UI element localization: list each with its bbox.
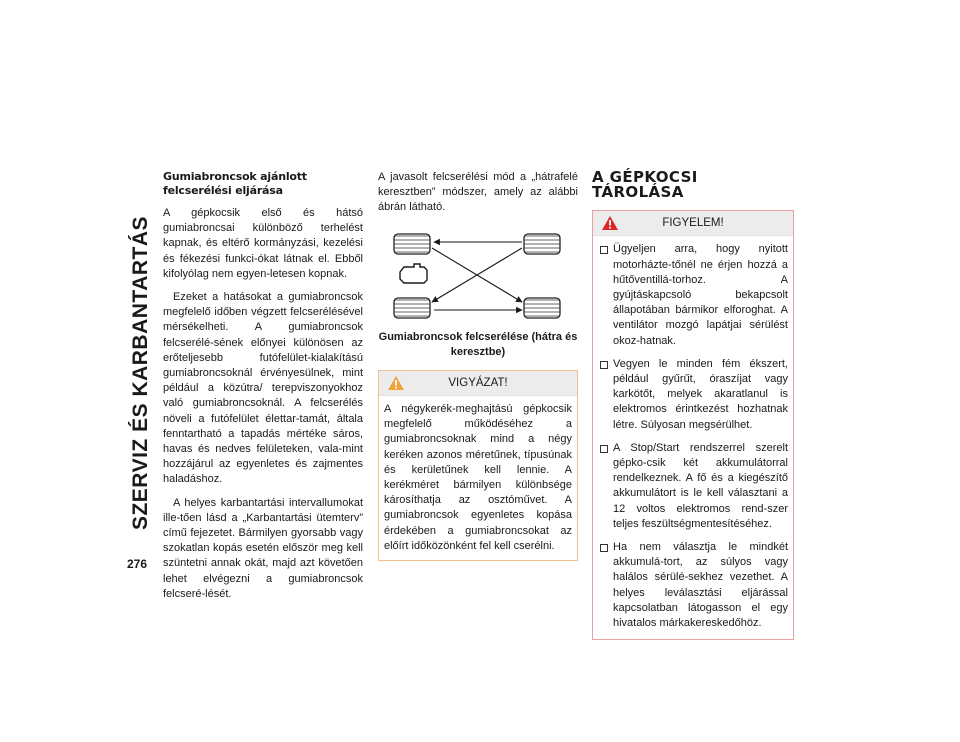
list-item: A Stop/Start rendszerrel szerelt gépko-csik két akkumulátorral rendelkeznek. A fő és a kiegészítő akkumulátort is le kell választani a 12 voltos elektromos rend-szer teljes feszültségmentesítéséhez.: [598, 441, 788, 532]
column-right: [592, 170, 794, 640]
tire-rear-right-icon: [524, 298, 560, 318]
warning-header: [593, 211, 793, 236]
caution-box: [378, 370, 578, 561]
caution-header: [379, 371, 577, 396]
warning-title: FIGYELEM!: [662, 217, 724, 230]
square-bullet-icon: [600, 246, 608, 254]
caution-title: VIGYÁZAT!: [448, 377, 508, 390]
section-heading-storage: A GÉPKOCSI TÁROLÁSA: [592, 168, 698, 202]
caution-text: A négykerék-meghajtású gépkocsik megfelelő működéséhez a gumiabroncsoknak mind a négy keréken azonos méretűnek, típusúnak és kerületűnek kell lennie. A kerékméret bármilyen különbsége károsíthatja az osztóművet. A gumiabroncsok egyenletes kopása érdekében a gumiabroncsokat az előírt időközönként fel kell cserélni.: [384, 403, 572, 552]
square-bullet-icon: [600, 445, 608, 453]
tire-rotation-diagram: [378, 226, 578, 326]
square-bullet-icon: [600, 544, 608, 552]
section-heading-rotation: Gumiabroncsok ajánlott felcserélési eljárása: [163, 170, 307, 197]
paragraph: A gépkocsik első és hátsó gumiabroncsai különböző terhelést kapnak, és eltérő kormányzási, kezelési és fékezési funkci-ókat látnak el. Ebből kifolyólag nem egyen-letesen kopnak.: [163, 207, 363, 280]
warning-box: [592, 210, 794, 640]
chapter-side-title: [124, 160, 158, 585]
list-item: Ha nem választja le mindkét akkumulá-tort, az súlyos vagy halálos sérülé-sekhez vezethet. A helyes leválasztási eljárással kapcsolatban látogasson el egy hivatalos márkakereskedőhöz.: [598, 540, 788, 631]
chapter-title-text: SZERVIZ ÉS KARBANTARTÁS: [129, 215, 152, 530]
caution-triangle-icon: [387, 375, 405, 391]
page-number: 276: [127, 557, 148, 571]
tire-front-left-icon: [394, 234, 430, 254]
paragraph: Ezeket a hatásokat a gumiabroncsok megfelelő időben végzett felcserélésével mérsékelheti. A gumiabroncsok felcserélé-sének előnyei különösen az erőteljesebb futófelület-kialakítású gumiabroncsoknál érvényesülnek, mint például a közútra/ terepviszonyokhoz való gumiabroncsoknál. A felcserélés növeli a futófelület élettar-tamát, általa fenntartható a tapadás mértéke sáros, havas és nedves felületeken, vala-mint hozzájárul az egyenletes és zajmentes haladáshoz.: [163, 291, 363, 486]
column-left: [163, 170, 363, 610]
engine-icon: [400, 264, 427, 283]
list-item: Ügyeljen arra, hogy nyitott motorházte-tőnél ne érjen hozzá a hűtőventillá-torhoz. A gyújtáskapcsoló bekapcsolt állapotában bármikor elforoghat. A ventilátor mozgó lapátjai sérülést okoz-hatnak.: [598, 242, 788, 348]
column-middle: [378, 170, 578, 561]
warning-triangle-icon: [601, 215, 619, 231]
tire-rotation-svg: [378, 226, 578, 326]
figure-caption: Gumiabroncsok felcserélése (hátra és keresztbe): [378, 330, 578, 358]
square-bullet-icon: [600, 361, 608, 369]
tire-front-right-icon: [524, 234, 560, 254]
paragraph-intro: A javasolt felcserélési mód a „hátrafelé keresztben” módszer, amely az alábbi ábrán látható.: [378, 171, 578, 214]
list-item: Vegyen le minden fém ékszert, például gyűrűt, óraszíjat vagy karkötőt, melyek akaratlanul is elektromos érintkezést hozhatnak létre. Súlyosan megsérülhet.: [598, 357, 788, 433]
paragraph: A helyes karbantartási intervallumokat ille-tően lásd a „Karbantartási ütemterv” című fejezetet. Bármilyen gyorsabb vagy szokatlan kopás esetén először meg kell szüntetni annak okát, majd azt követően lehet elvégezni a gumiabroncsok felcseré-lését.: [163, 496, 363, 600]
tire-rear-left-icon: [394, 298, 430, 318]
warning-list: [598, 242, 788, 631]
